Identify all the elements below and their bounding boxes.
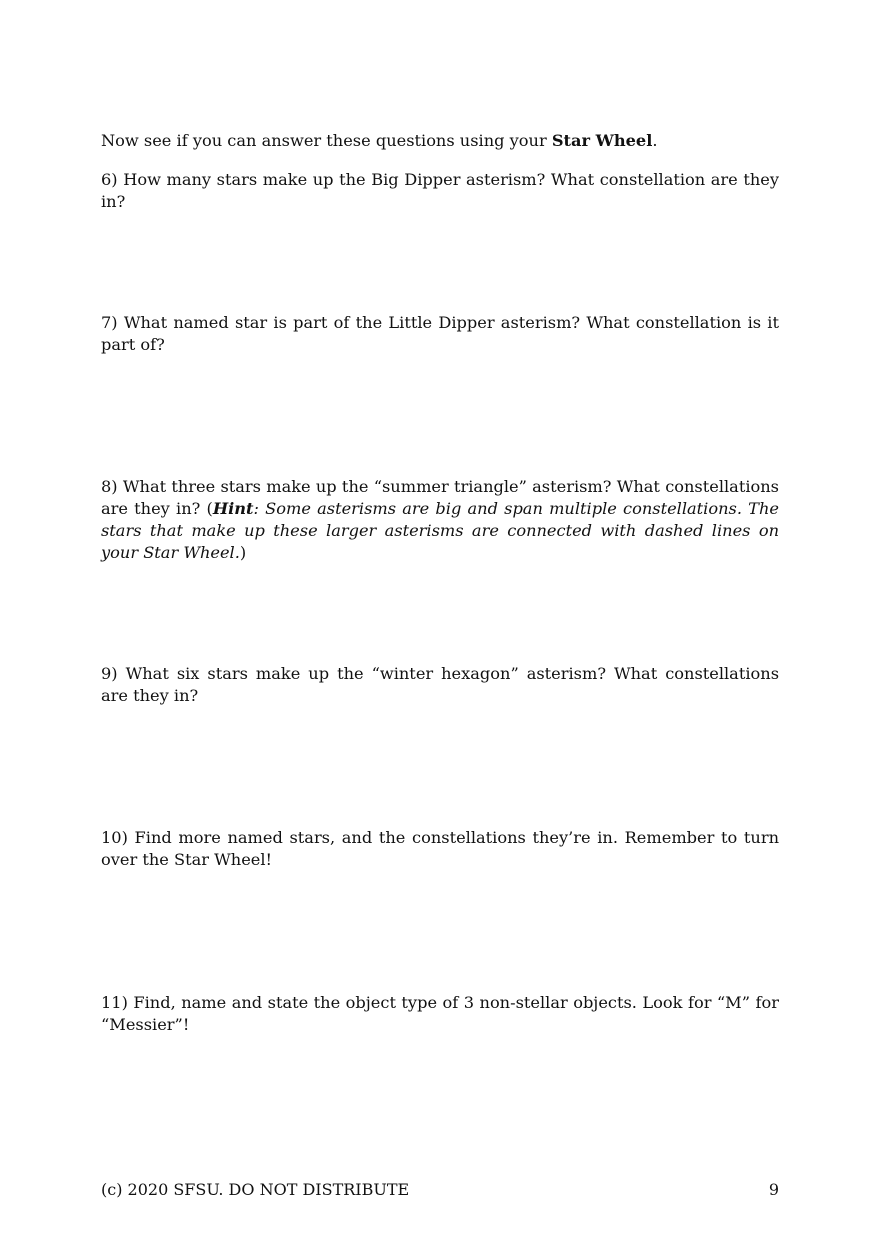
intro-paragraph — [101, 130, 779, 152]
page-number: 9 — [768, 1180, 779, 1199]
question-6: 6) How many stars make up the Big Dipper asterism? What constellation are they in? — [101, 170, 779, 211]
intro-end: . — [652, 131, 658, 150]
question-8-text: 8) What three stars make up the “summer triangle” asterism? What constellations are they in? ( — [101, 477, 779, 518]
question-8 — [101, 476, 779, 564]
hint-text: : Some asterisms are big and span multiple constellations. The stars that make up these larger asterisms are connected with dashed lines on your Star Wheel. — [101, 499, 779, 562]
hint-label: Hint — [212, 499, 254, 518]
question-7: 7) What named star is part of the Little Dipper asterism? What constellation is it part of? — [101, 313, 779, 354]
star-wheel-term: Star Wheel — [551, 131, 653, 150]
page-footer — [101, 1179, 779, 1203]
question-8-close: ) — [239, 543, 247, 562]
intro-text: Now see if you can answer these questions using your — [101, 131, 552, 150]
question-9: 9) What six stars make up the “winter hexagon” asterism? What constellations are they in? — [101, 664, 779, 705]
question-10: 10) Find more named stars, and the constellations they’re in. Remember to turn over the Star Wheel! — [101, 828, 779, 869]
copyright-notice: (c) 2020 SFSU. DO NOT DISTRIBUTE — [101, 1180, 410, 1199]
question-11: 11) Find, name and state the object type of 3 non-stellar objects. Look for “M” for “Messier”! — [101, 993, 779, 1034]
